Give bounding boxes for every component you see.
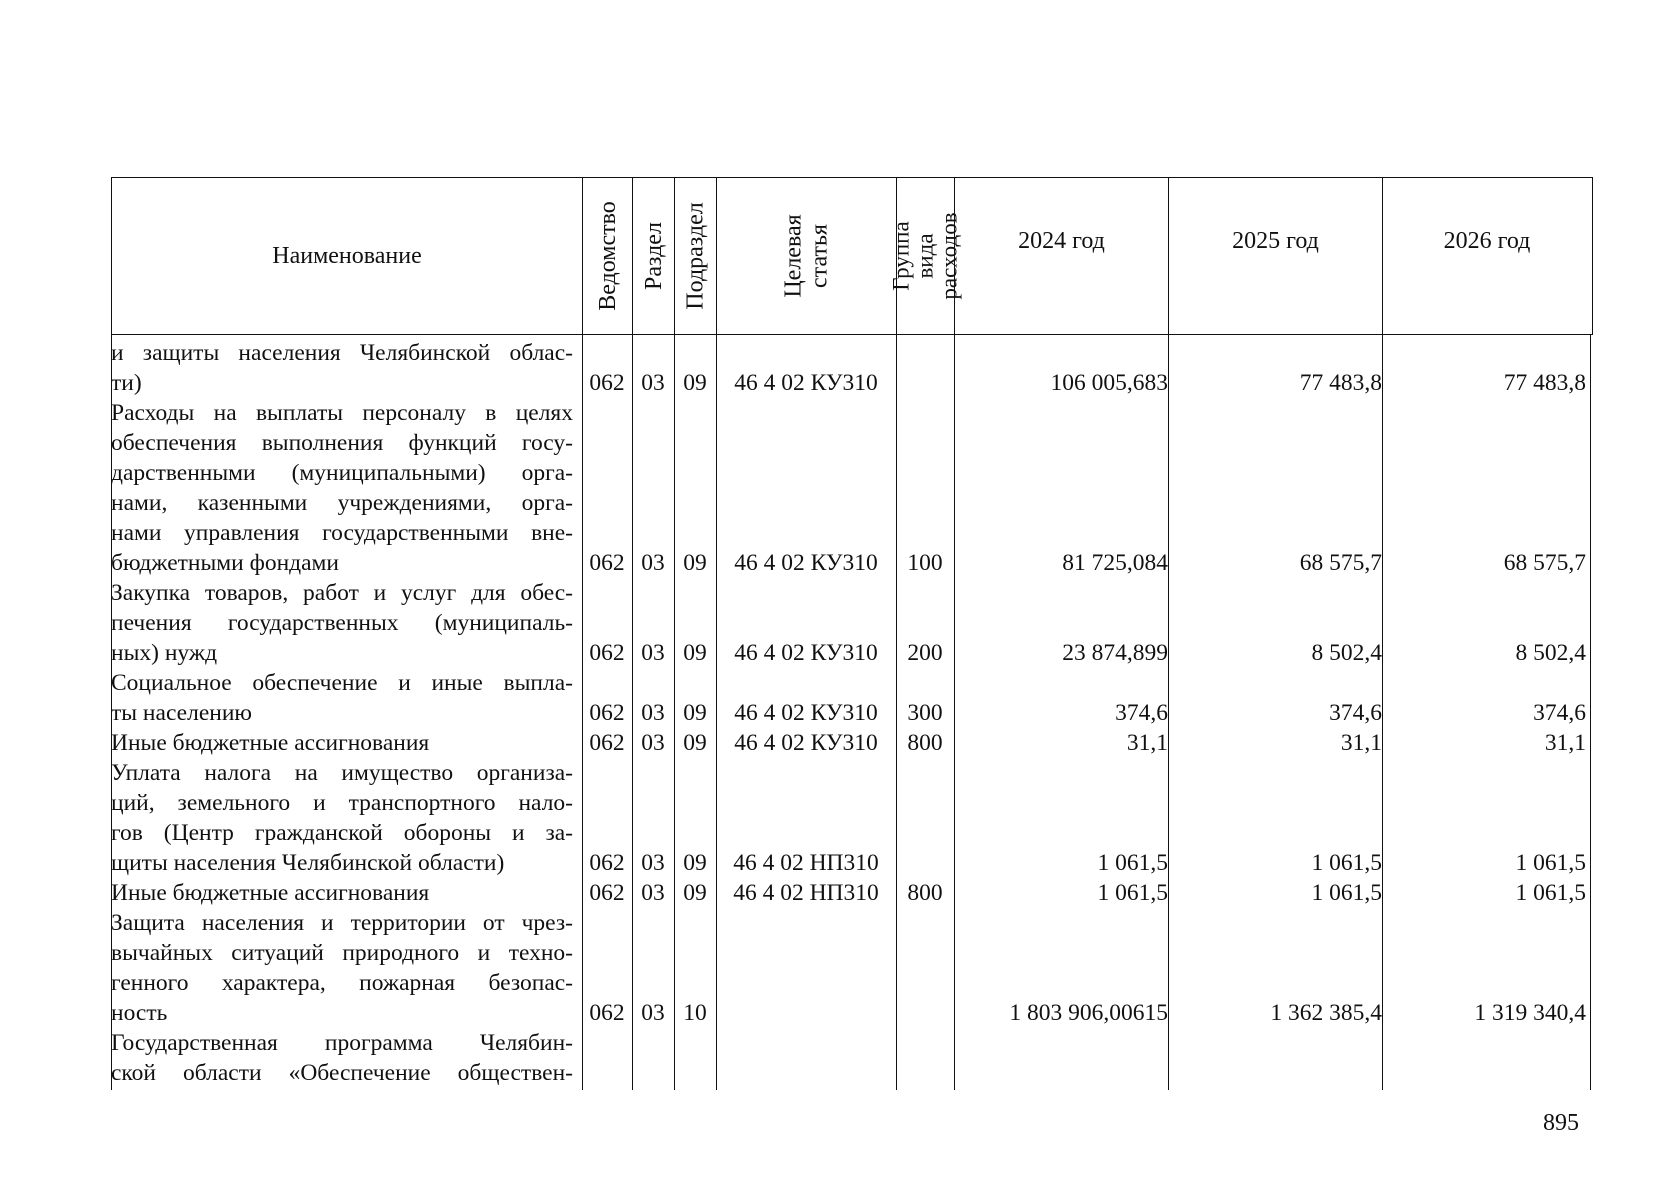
row-name-line: Закупка товаров, работ и услуг для обес- [111,580,573,606]
row-name-line: бюджетными фондами [111,550,339,576]
row-name [111,1028,573,1088]
gruppa-cell: 100 [907,550,943,576]
podrazdel-cell: 09 [683,640,707,666]
celevaya-statya-cell: 46 4 02 КУ310 [734,730,878,756]
row-name-line: ской области «Обеспечение обществен- [111,1060,573,1086]
table-body [0,338,1679,1088]
podrazdel-cell: 09 [683,370,707,396]
header-vedomstvo [583,178,633,334]
amount-2024-cell: 1 803 906,00615 [1009,1000,1168,1026]
row-name-line: Социальное обеспечение и иные выпла- [111,670,573,696]
header-2026 [1383,178,1591,334]
table-row [0,1028,1679,1088]
amount-2026-cell: 8 502,4 [1515,640,1586,666]
table-row [0,398,1679,578]
header-podrazdel [675,178,717,334]
table-row [0,578,1679,668]
celevaya-statya-cell: 46 4 02 КУ310 [734,550,878,576]
gruppa-cell: 800 [907,880,943,906]
amount-2024-cell: 31,1 [1126,730,1168,756]
amount-2026-cell: 374,6 [1533,700,1586,726]
header-razdel-label: Раздел [640,222,667,290]
row-name-line: и защиты населения Челябинской облас- [111,340,573,366]
vedomstvo-cell: 062 [589,550,625,576]
vedomstvo-cell: 062 [589,880,625,906]
table-row [0,728,1679,758]
amount-2025-cell: 1 061,5 [1311,850,1382,876]
row-name-line: нами, казенными учреждениями, орга- [111,490,573,516]
header-2025-label: 2025 год [1232,228,1319,254]
header-name [112,178,583,334]
celevaya-statya-cell: 46 4 02 КУ310 [734,370,878,396]
podrazdel-cell: 09 [683,700,707,726]
amount-2025-cell: 374,6 [1329,700,1382,726]
row-name-line: ти) [111,370,142,396]
amount-2024-cell: 81 725,084 [1062,550,1168,576]
row-name [111,908,573,1028]
amount-2025-cell: 31,1 [1340,730,1382,756]
row-name [111,728,573,758]
table-row [0,668,1679,728]
row-name-line: ты населению [111,700,252,726]
header-vedomstvo-label: Ведомство [594,201,621,311]
table-row [0,908,1679,1028]
amount-2026-cell: 1 061,5 [1515,880,1586,906]
celevaya-statya-cell: 46 4 02 КУ310 [734,640,878,666]
vedomstvo-cell: 062 [589,640,625,666]
table-row [0,758,1679,878]
amount-2025-cell: 68 575,7 [1299,550,1382,576]
amount-2026-cell: 1 319 340,4 [1474,1000,1586,1026]
row-name-line: Расходы на выплаты персоналу в целях [111,400,573,426]
header-gruppa [888,178,962,334]
header-2024 [955,178,1169,334]
podrazdel-cell: 10 [683,1000,707,1026]
celevaya-statya-cell: 46 4 02 КУ310 [734,700,878,726]
razdel-cell: 03 [641,550,665,576]
amount-2026-cell: 31,1 [1544,730,1586,756]
gruppa-cell: 800 [907,730,943,756]
podrazdel-cell: 09 [683,730,707,756]
amount-2024-cell: 1 061,5 [1097,850,1168,876]
row-name-line: Государственная программа Челябин- [111,1030,573,1056]
razdel-cell: 03 [641,1000,665,1026]
gruppa-cell: 200 [907,640,943,666]
row-name-line: Иные бюджетные ассигнования [111,730,430,756]
amount-2024-cell: 106 005,683 [1050,370,1168,396]
amount-2025-cell: 8 502,4 [1311,640,1382,666]
gruppa-cell: 300 [907,700,943,726]
podrazdel-cell: 09 [683,550,707,576]
header-gruppa-label: Группа вида расходов [888,212,962,300]
row-name-line: Иные бюджетные ассигнования [111,880,430,906]
razdel-cell: 03 [641,730,665,756]
row-name [111,398,573,578]
header-2026-label: 2026 год [1443,228,1531,254]
razdel-cell: 03 [641,850,665,876]
row-name-line: гов (Центр гражданской обороны и за- [111,820,573,846]
razdel-cell: 03 [641,700,665,726]
row-name-line: Защита населения и территории от чрез- [111,910,573,936]
page-number: 895 [1543,1110,1579,1136]
row-name-line: ность [111,1000,168,1026]
row-name-line: ций, земельного и транспортного нало- [111,790,573,816]
row-name-line: Уплата налога на имущество организа- [111,760,573,786]
amount-2026-cell: 68 575,7 [1503,550,1586,576]
podrazdel-cell: 09 [683,850,707,876]
table-row [0,878,1679,908]
celevaya-statya-cell: 46 4 02 НП310 [733,880,879,906]
table-row [0,338,1679,398]
row-name [111,578,573,668]
vedomstvo-cell: 062 [589,700,625,726]
amount-2024-cell: 1 061,5 [1097,880,1168,906]
header-celevaya [717,178,897,334]
amount-2025-cell: 1 362 385,4 [1270,1000,1382,1026]
razdel-cell: 03 [641,370,665,396]
amount-2025-cell: 77 483,8 [1299,370,1382,396]
razdel-cell: 03 [641,880,665,906]
row-name [111,758,573,878]
row-name-line: нами управления государственными вне- [111,520,573,546]
header-celevaya-label: Целевая статья [780,214,833,298]
row-name-line: генного характера, пожарная безопас- [111,970,573,996]
row-name-line: печения государственных (муниципаль- [111,610,573,636]
row-name [111,338,573,398]
row-name-line: дарственными (муниципальными) орга- [111,460,573,486]
row-name-line: вычайных ситуаций природного и техно- [111,940,573,966]
amount-2024-cell: 23 874,899 [1062,640,1168,666]
row-name [111,878,573,908]
vedomstvo-cell: 062 [589,1000,625,1026]
table-header [111,177,1593,335]
amount-2024-cell: 374,6 [1115,700,1168,726]
razdel-cell: 03 [641,640,665,666]
header-2024-label: 2024 год [1018,228,1105,254]
vedomstvo-cell: 062 [589,370,625,396]
amount-2025-cell: 1 061,5 [1311,880,1382,906]
row-name-line: щиты населения Челябинской области) [111,850,505,876]
amount-2026-cell: 77 483,8 [1503,370,1586,396]
row-name-line: ных) нужд [111,640,218,666]
amount-2026-cell: 1 061,5 [1515,850,1586,876]
header-podrazdel-label: Подраздел [682,202,709,310]
header-2025 [1169,178,1383,334]
row-name-line: обеспечения выполнения функций госу- [111,430,573,456]
header-name-label: Наименование [272,242,422,269]
celevaya-statya-cell: 46 4 02 НП310 [733,850,879,876]
row-name [111,668,573,728]
header-razdel [633,178,675,334]
vedomstvo-cell: 062 [589,730,625,756]
podrazdel-cell: 09 [683,880,707,906]
vedomstvo-cell: 062 [589,850,625,876]
